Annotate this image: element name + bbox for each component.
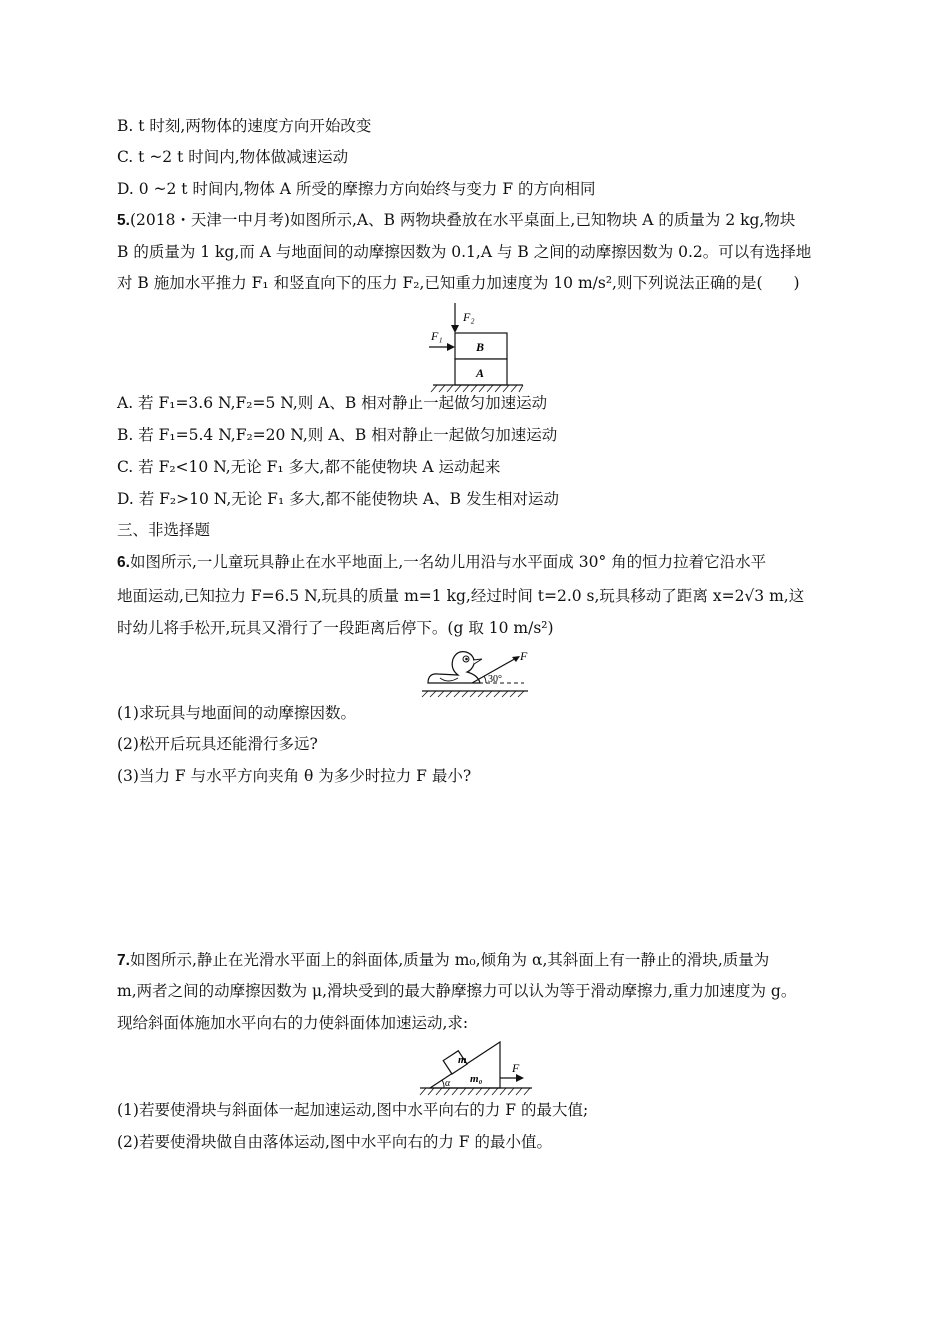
label-f1: F₁ xyxy=(431,329,443,343)
q6-line-1: 6.如图所示,一儿童玩具静止在水平地面上,一名幼儿用沿与水平面成 30° 角的恒力拉着它沿水平 xyxy=(117,553,767,571)
q5-option-a: A. 若 F₁=3.6 N,F₂=5 N,则 A、B 相对静止一起做匀加速运动 xyxy=(117,394,548,412)
q7-line-1: 7.如图所示,静止在光滑水平面上的斜面体,质量为 m₀,倾角为 α,其斜面上有一静止的滑块,质量为 xyxy=(117,951,770,969)
q5-option-b: B. 若 F₁=5.4 N,F₂=20 N,则 A、B 相对静止一起做匀加速运动 xyxy=(117,426,558,444)
label-alpha: α xyxy=(445,1078,451,1089)
q5-line-2: B 的质量为 1 kg,而 A 与地面间的动摩擦因数为 0.1,A 与 B 之间的动摩擦因数为 0.2。可以有选择地 xyxy=(117,243,812,261)
label-b: B xyxy=(476,340,485,354)
q6-sub-1: (1)求玩具与地面间的动摩擦因数。 xyxy=(117,704,356,722)
ground-hatch xyxy=(431,385,523,392)
q6-sub-2: (2)松开后玩具还能滑行多远? xyxy=(117,735,318,753)
ground-hatch-duck xyxy=(422,691,524,697)
q5-line-1: 5.(2018・天津一中月考)如图所示,A、B 两物块叠放在水平桌面上,已知物块 A 的质量为 2 kg,物块 xyxy=(117,211,796,229)
label-m0: m₀ xyxy=(470,1073,483,1085)
q7-line-2: m,两者之间的动摩擦因数为 μ,滑块受到的最大静摩擦力可以认为等于滑动摩擦力,重力加速度为 g。 xyxy=(117,982,797,1000)
label-f-duck: F xyxy=(520,649,528,663)
section-heading: 三、非选择题 xyxy=(117,521,211,539)
q7-sub-1: (1)若要使滑块与斜面体一起加速运动,图中水平向右的力 F 的最大值; xyxy=(117,1101,589,1119)
option-c-q4: C. t ~2 t 时间内,物体做减速运动 xyxy=(117,148,349,166)
q5-option-c: C. 若 F₂<10 N,无论 F₁ 多大,都不能使物块 A 运动起来 xyxy=(117,458,501,476)
figure-stacked-blocks xyxy=(425,303,525,393)
q6-line-3: 时幼儿将手松开,玩具又滑行了一段距离后停下。(g 取 10 m/s²) xyxy=(117,619,554,637)
q5-line-3: 对 B 施加水平推力 F₁ 和竖直向下的压力 F₂,已知重力加速度为 10 m/s²,则下列说法正确的是( ) xyxy=(117,274,800,292)
figure-incline-wedge xyxy=(418,1038,536,1098)
q6-line-2: 地面运动,已知拉力 F=6.5 N,玩具的质量 m=1 kg,经过时间 t=2.0 s,玩具移动了距离 x=2√3 m,这 xyxy=(117,587,805,605)
label-f-wedge: F xyxy=(512,1061,520,1075)
label-a: A xyxy=(476,366,485,380)
q7-number: 7. xyxy=(117,952,130,969)
q6-sub-3: (3)当力 F 与水平方向夹角 θ 为多少时拉力 F 最小? xyxy=(117,767,472,785)
label-f2: F₂ xyxy=(463,310,475,324)
option-d-q4: D. 0 ~2 t 时间内,物体 A 所受的摩擦力方向始终与变力 F 的方向相同 xyxy=(117,180,596,198)
duck-body xyxy=(428,652,480,683)
q5-option-d: D. 若 F₂>10 N,无论 F₁ 多大,都不能使物块 A、B 发生相对运动 xyxy=(117,490,559,508)
q7-sub-2: (2)若要使滑块做自由落体运动,图中水平向右的力 F 的最小值。 xyxy=(117,1133,552,1151)
q6-number: 6. xyxy=(117,554,130,571)
label-angle-30: 30° xyxy=(488,674,502,685)
label-m: m xyxy=(458,1054,467,1066)
option-b-q4: B. t 时刻,两物体的速度方向开始改变 xyxy=(117,117,372,135)
figure-duck-toy xyxy=(420,647,532,699)
q7-line-3: 现给斜面体施加水平向右的力使斜面体加速运动,求: xyxy=(117,1014,469,1032)
ground-hatch-wedge xyxy=(420,1088,530,1095)
q5-number: 5. xyxy=(117,212,130,229)
